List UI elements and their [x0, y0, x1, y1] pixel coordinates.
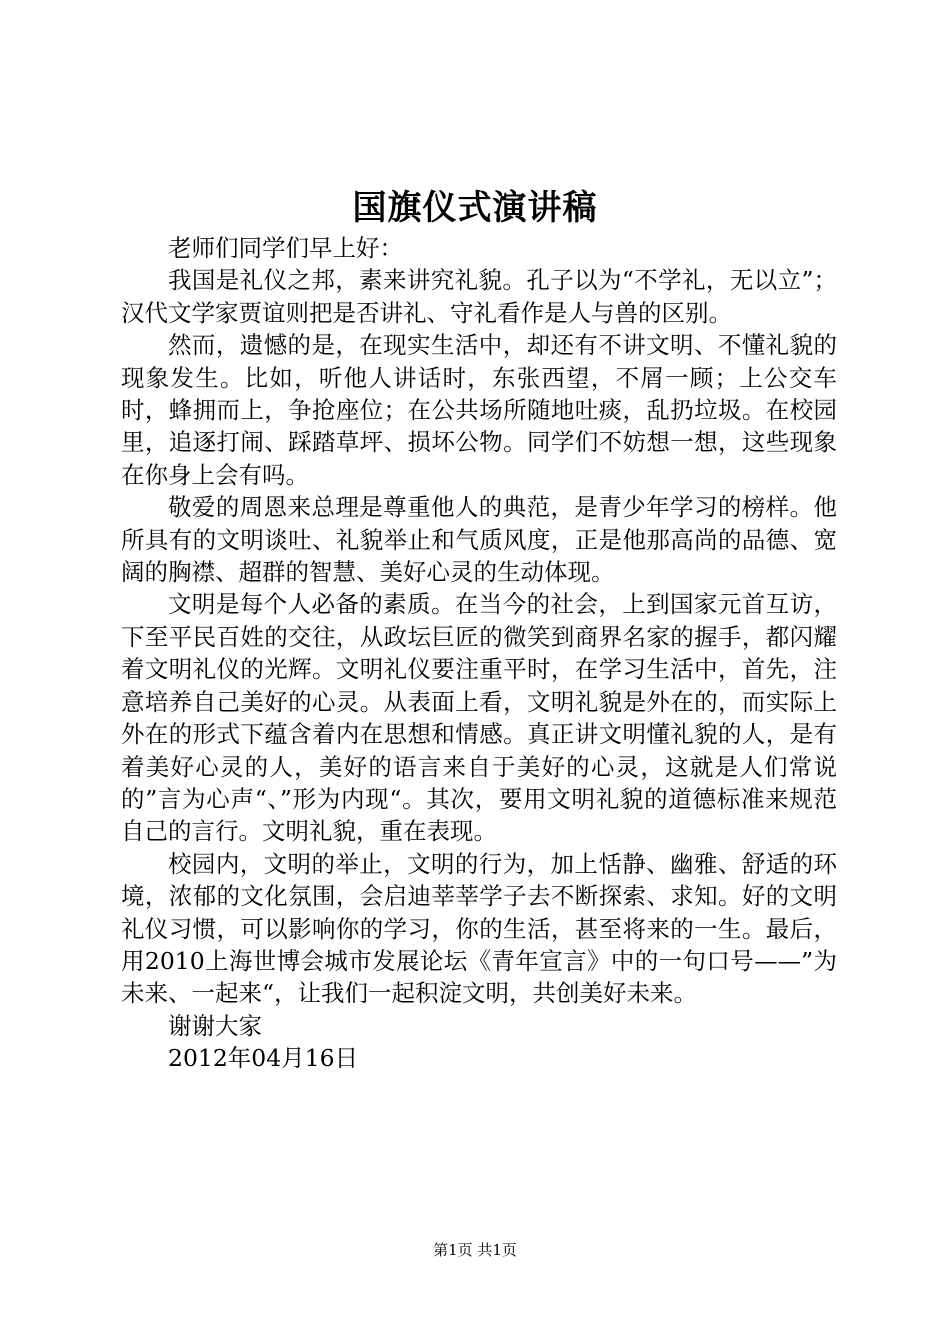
closing-line: 谢谢大家 [168, 1011, 262, 1040]
body-paragraph: 校园内，文明的举止，文明的行为，加上恬静、幽雅、舒适的环境，浓郁的文化氛围，会启迪莘莘学子去不断探索、求知。好的文明礼仪习惯，可以影响你的学习，你的生活，甚至将来的一生。最后，用2010上海世博会城市发展论坛《青年宣言》中的一句口号——”为未来、一起来“，让我们一起积淀文明，共创美好未来。 [121, 849, 837, 1008]
body-paragraph: 然而，遗憾的是，在现实生活中，却还有不讲文明、不懂礼貌的现象发生。比如，听他人讲话时，东张西望，不屑一顾；上公交车时，蜂拥而上，争抢座位；在公共场所随地吐痰，乱扔垃圾。在校园里，追逐打闹、踩踏草坪、损坏公物。同学们不妨想一想，这些现象在你身上会有吗。 [121, 331, 837, 489]
date-line: 2012年04月16日 [168, 1044, 359, 1073]
document-title: 国旗仪式演讲稿 [352, 188, 598, 228]
page-footer: 第1页 共1页 [433, 1241, 517, 1259]
greeting-paragraph: 老师们同学们早上好： [168, 234, 403, 262]
document-body [121, 232, 837, 1075]
body-paragraph: 文明是每个人必备的素质。在当今的社会，上到国家元首互访，下至平民百姓的交往，从政坛巨匠的微笑到商界名家的握手，都闪耀着文明礼仪的光辉。文明礼仪要注重平时，在学习生活中，首先，注意培养自己美好的心灵。从表面上看，文明礼貌是外在的，而实际上外在的形式下蕴含着内在思想和情感。真正讲文明懂礼貌的人，是有着美好心灵的人，美好的语言来自于美好的心灵，这就是人们常说的”言为心声“、”形为内现“。其次，要用文明礼貌的道德标准来规范自己的言行。文明礼貌，重在表现。 [121, 590, 837, 846]
body-paragraph: 敬爱的周恩来总理是尊重他人的典范，是青少年学习的榜样。他所具有的文明谈吐、礼貌举止和气质风度，正是他那高尚的品德、宽阔的胸襟、超群的智慧、美好心灵的生动体现。 [121, 493, 837, 587]
body-paragraph: 我国是礼仪之邦，素来讲究礼貌。孔子以为“不学礼，无以立”；汉代文学家贾谊则把是否讲礼、守礼看作是人与兽的区别。 [121, 266, 837, 327]
